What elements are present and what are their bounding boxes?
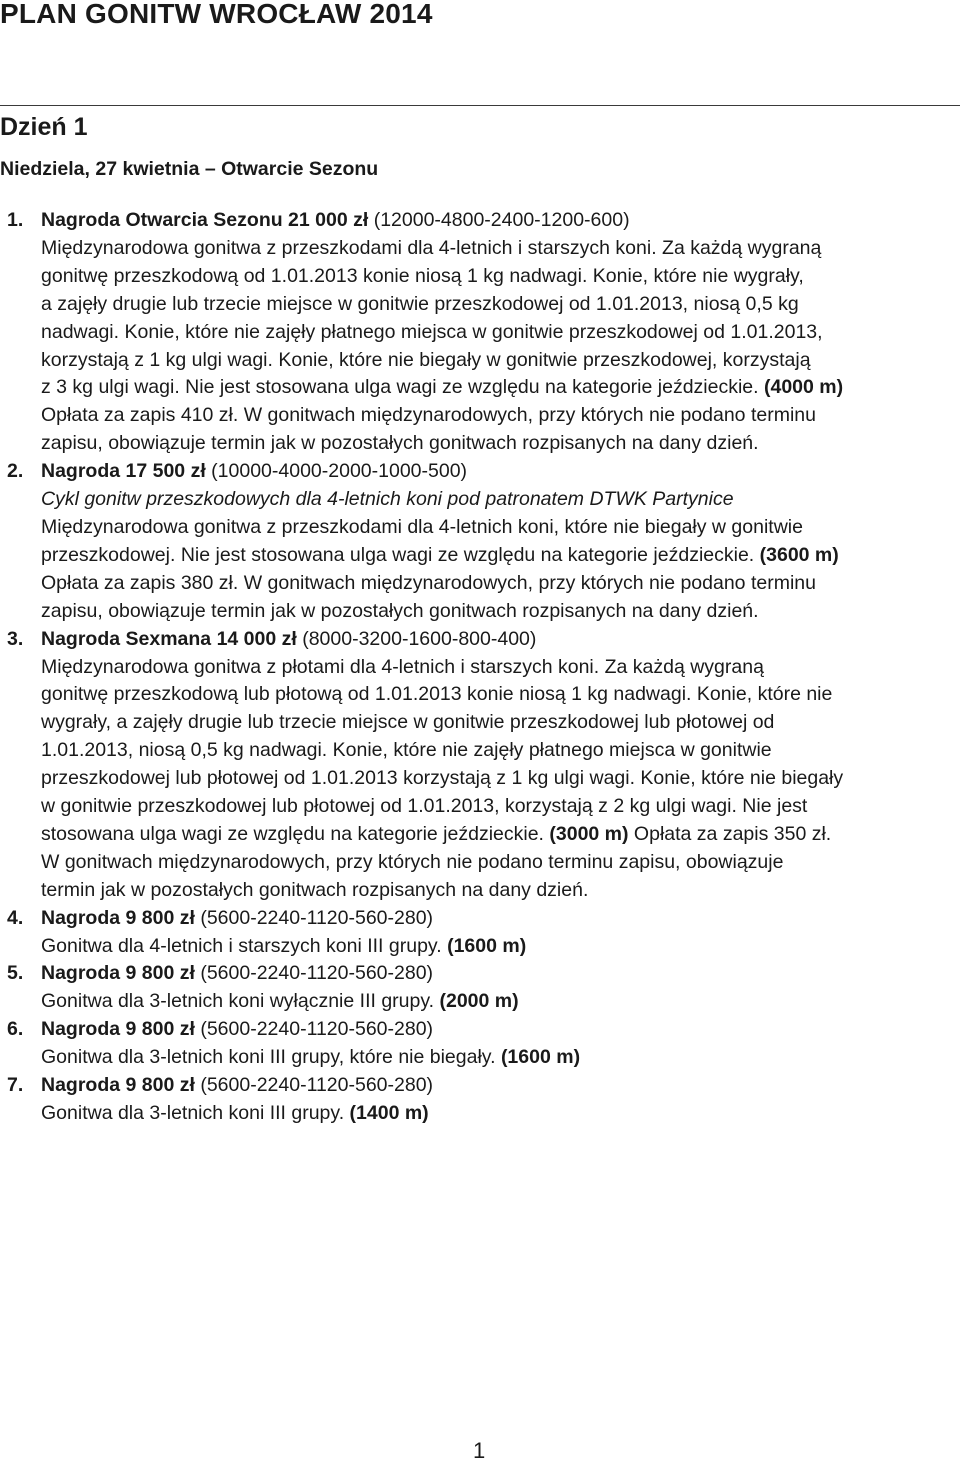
race-list — [0, 207, 960, 1128]
race-prize-line — [41, 626, 960, 654]
race-description-line — [41, 681, 960, 709]
day-heading: Dzień 1 — [0, 113, 88, 141]
race-prize-line — [41, 1016, 960, 1044]
race-series-note: Cykl gonitw przeszkodowych dla 4-letnich koni pod patronatem DTWK Partynice — [41, 488, 734, 511]
race-text: w gonitwie przeszkodowej lub płotowej od 1.01.2013, korzystają z 2 kg ulgi wagi. Nie jest — [41, 795, 808, 818]
race-item — [0, 960, 960, 1016]
race-description-line — [41, 542, 960, 570]
race-prize-split: (8000-3200-1600-800-400) — [296, 627, 537, 650]
race-distance: (2000 m) — [439, 990, 519, 1013]
race-number: 1. — [7, 209, 24, 231]
race-distance: (1600 m) — [500, 1046, 581, 1069]
race-description-line — [41, 235, 960, 263]
race-text: Międzynarodowa gonitwa z przeszkodami dla 4-letnich koni, które nie biegały w gonitwie — [41, 515, 803, 538]
race-description-line — [41, 709, 960, 737]
race-prize-name: Nagroda 17 500 zł — [41, 460, 206, 483]
race-description-line — [41, 849, 960, 877]
race-text: Gonitwa dla 3-letnich koni III grupy, które nie biegały. — [41, 1046, 501, 1069]
race-text: zapisu, obowiązuje termin jak w pozostałych gonitwach rozpisanych na dany dzień. — [41, 599, 759, 622]
race-item — [0, 458, 960, 625]
race-description-line — [41, 319, 960, 347]
race-description-line — [41, 514, 960, 542]
title-divider — [0, 105, 960, 106]
race-text: 1.01.2013, niosą 0,5 kg nadwagi. Konie, które nie zajęły płatnego miejsca w gonitwie — [41, 739, 772, 762]
document-title: PLAN GONITW WROCŁAW 2014 — [0, 0, 433, 29]
race-text: Międzynarodowa gonitwa z przeszkodami dla 4-letnich i starszych koni. Za każdą wygraną — [41, 236, 822, 259]
race-item — [0, 1072, 960, 1128]
race-text: zapisu, obowiązuje termin jak w pozostałych gonitwach rozpisanych na dany dzień. — [41, 432, 759, 455]
race-distance: (1600 m) — [447, 934, 527, 957]
race-description-line — [41, 1100, 960, 1128]
race-item — [0, 626, 960, 905]
race-prize-name: Nagroda Sexmana 14 000 zł — [41, 627, 297, 650]
race-number: 6. — [7, 1018, 24, 1041]
race-description-line — [41, 877, 960, 905]
race-text: W gonitwach międzynarodowych, przy których nie podano terminu zapisu, obowiązuje — [41, 850, 784, 873]
race-prize-split: (5600-2240-1120-560-280) — [194, 1018, 434, 1041]
race-text: Gonitwa dla 4-letnich i starszych koni III grupy. — [41, 934, 448, 957]
race-text: z 3 kg ulgi wagi. Nie jest stosowana ulga wagi ze względu na kategorie jeździeckie. — [41, 376, 764, 399]
race-description-line — [41, 793, 960, 821]
race-distance: (1400 m) — [349, 1102, 429, 1124]
race-text: przeszkodowej. Nie jest stosowana ulga wagi ze względu na kategorie jeździeckie. — [41, 543, 760, 566]
race-item — [0, 905, 960, 961]
race-text: termin jak w pozostałych gonitwach rozpisanych na dany dzień. — [41, 878, 589, 901]
race-prize-name: Nagroda 9 800 zł — [41, 1074, 195, 1097]
race-text: wygrały, a zajęły drugie lub trzecie miejsce w gonitwie przeszkodowej lub płotowej od — [41, 711, 775, 734]
race-description-line — [41, 374, 960, 402]
race-text: przeszkodowej lub płotowej od 1.01.2013 korzystają z 1 kg ulgi wagi. Konie, które nie biegały — [41, 767, 844, 790]
race-text: Międzynarodowa gonitwa z płotami dla 4-letnich i starszych koni. Za każdą wygraną — [41, 655, 764, 678]
race-prize-split: (10000-4000-2000-1000-500) — [205, 460, 468, 483]
race-description-line — [41, 821, 960, 849]
race-description-line — [41, 402, 960, 430]
race-prize-split: (5600-2240-1120-560-280) — [194, 962, 434, 985]
race-description-line — [41, 654, 960, 682]
race-item — [0, 207, 960, 458]
race-prize-name: Nagroda 9 800 zł — [41, 906, 195, 929]
race-text: Opłata za zapis 380 zł. W gonitwach międzynarodowych, przy których nie podano terminu — [41, 571, 816, 594]
race-description-line — [41, 598, 960, 626]
race-distance: (3600 m) — [759, 543, 839, 566]
race-prize-line — [41, 960, 960, 988]
race-description-line — [41, 347, 960, 375]
race-prize-line — [41, 905, 960, 933]
race-number: 7. — [7, 1074, 24, 1097]
race-distance: (3000 m) — [549, 822, 629, 845]
race-number: 2. — [7, 460, 24, 483]
race-description-line — [41, 486, 960, 514]
race-prize-name: Nagroda 9 800 zł — [41, 962, 195, 985]
race-prize-split: (5600-2240-1120-560-280) — [194, 1074, 434, 1097]
race-number: 5. — [7, 962, 24, 985]
race-description-line — [41, 570, 960, 598]
race-prize-split: (5600-2240-1120-560-280) — [194, 906, 434, 929]
race-description-line — [41, 1044, 960, 1072]
race-prize-line — [41, 207, 960, 235]
race-text: gonitwę przeszkodową lub płotową od 1.01.2013 konie niosą 1 kg nadwagi. Konie, które nie — [41, 683, 833, 706]
race-description-line — [41, 765, 960, 793]
race-distance: (4000 m) — [763, 376, 844, 399]
race-prize-name: Nagroda Otwarcia Sezonu 21 000 zł — [41, 209, 369, 231]
race-prize-split: (12000-4800-2400-1200-600) — [368, 209, 630, 231]
race-prize-name: Nagroda 9 800 zł — [41, 1018, 195, 1041]
race-text: stosowana ulga wagi ze względu na kategorie jeździeckie. — [41, 822, 550, 845]
race-description-line — [41, 263, 960, 291]
race-prize-line — [41, 458, 960, 486]
race-description-line — [41, 933, 960, 961]
race-text: a zajęły drugie lub trzecie miejsce w gonitwie przeszkodowej od 1.01.2013, niosą 0,5 kg — [41, 292, 799, 315]
race-text: Opłata za zapis 410 zł. W gonitwach międzynarodowych, przy których nie podano terminu — [41, 404, 816, 427]
race-text: gonitwę przeszkodową od 1.01.2013 konie niosą 1 kg nadwagi. Konie, które nie wygrały, — [41, 264, 804, 287]
race-description-line — [41, 737, 960, 765]
race-number: 3. — [7, 627, 24, 650]
race-text: Gonitwa dla 3-letnich koni wyłącznie III grupy. — [41, 990, 440, 1013]
race-description-line — [41, 988, 960, 1016]
race-text: Opłata za zapis 350 zł. — [628, 822, 832, 845]
day-subtitle: Niedziela, 27 kwietnia – Otwarcie Sezonu — [0, 158, 379, 180]
race-text: korzystają z 1 kg ulgi wagi. Konie, które nie biegały w gonitwie przeszkodowej, korzystają — [41, 348, 811, 371]
race-number: 4. — [7, 906, 24, 929]
race-text: nadwagi. Konie, które nie zajęły płatnego miejsca w gonitwie przeszkodowej od 1.01.2013, — [41, 320, 823, 343]
race-description-line — [41, 430, 960, 458]
race-description-line — [41, 291, 960, 319]
page-number: 1 — [473, 1438, 486, 1463]
race-text: Gonitwa dla 3-letnich koni III grupy. — [41, 1102, 350, 1124]
race-item — [0, 1016, 960, 1072]
race-prize-line — [41, 1072, 960, 1100]
